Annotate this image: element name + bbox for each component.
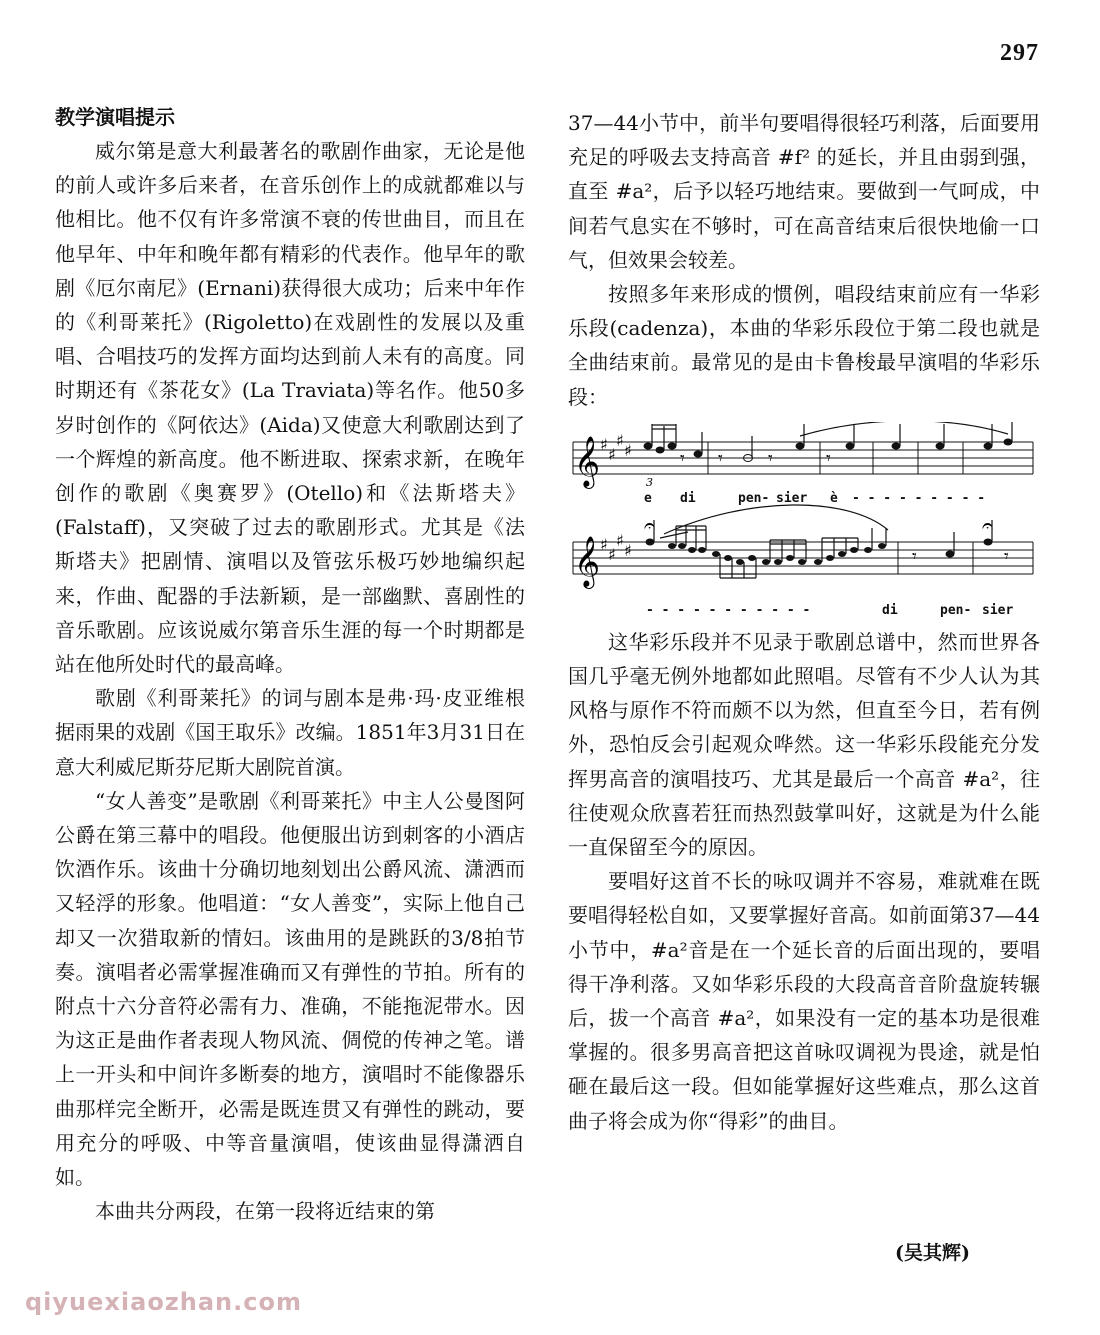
music-staff-image bbox=[568, 422, 1038, 617]
svg-text:♯: ♯ bbox=[600, 534, 608, 554]
svg-text:𝄾: 𝄾 bbox=[912, 545, 917, 567]
lyric-syllable: sier bbox=[982, 602, 1014, 618]
svg-text:♯: ♯ bbox=[624, 540, 632, 560]
left-column bbox=[55, 100, 525, 1229]
svg-text:𝄾: 𝄾 bbox=[718, 447, 723, 469]
svg-text:𝄞: 𝄞 bbox=[574, 535, 601, 587]
paragraph-rigoletto-premiere: 歌剧《利哥莱托》的词与剧本是弗·玛·皮亚维根据雨果的戏剧《国王取乐》改编。1851年3月31日在意大利威尼斯芬尼斯大剧院首演。 bbox=[55, 686, 525, 779]
lyric-syllable: di bbox=[680, 490, 696, 506]
paragraph-cadenza-tradition: 这华彩乐段并不见录于歌剧总谱中，然而世界各国几乎毫无例外地都如此照唱。尽管有不少人认为其风格与原作不符而颇不以为然，但直至今日，若有例外，恐怕反会引起观众哗然。这一华彩乐段能充分发挥男高音的演唱技巧、尤其是最后一个高音 #a²，往往使观众欣喜若狂而热烈鼓掌叫好，这就是为什么能一直保留至今的原因。 bbox=[568, 629, 1040, 860]
svg-text:♯: ♯ bbox=[616, 530, 624, 550]
section-heading: 教学演唱提示 bbox=[55, 105, 175, 129]
score-lyrics-line-1 bbox=[568, 482, 1038, 506]
score-lyrics-line-2 bbox=[568, 594, 1038, 618]
paragraph-structure: 本曲共分两段，在第一段将近结束的第 bbox=[95, 1199, 435, 1224]
page-number: 297 bbox=[1000, 40, 1039, 66]
author-signature: (吴其辉) bbox=[895, 1242, 970, 1264]
svg-text:𝄾: 𝄾 bbox=[768, 447, 773, 469]
paragraph-cadenza-intro: 按照多年来形成的惯例，唱段结束前应有一华彩乐段(cadenza)，本曲的华彩乐段位于第二段也就是全曲结束前。最常见的是由卡鲁梭最早演唱的华彩乐段： bbox=[568, 282, 1040, 409]
paragraph-verdi-intro: 威尔第是意大利最著名的歌剧作曲家，无论是他的前人或许多后来者，在音乐创作上的成就都难以与他相比。他不仅有许多常演不衰的传世曲目，而且在他早年、中年和晚年都有精彩的代表作。他早年的歌剧《厄尔南尼》(Ernani)获得很大成功；后来中年作的《利哥莱托》(Rigoletto)在戏剧性的发展以及重唱、合唱技巧的发挥方面均达到前人未有的高度。同时期还有《茶花女》(La Traviata)等名作。他50多岁时创作的《阿依达》(Aida)又使意大利歌剧达到了一个辉煌的新高度。他不断进取、探索求新，在晚年创作的歌剧《奥赛罗》(Otello)和《法斯塔夫》(Falstaff)，又突破了过去的歌剧形式。尤其是《法斯塔夫》把剧情、演唱以及管弦乐极巧妙地编织起来，作曲、配器的手法新颖，是一部幽默、喜剧性的音乐歌剧。应该说威尔第音乐生涯的每一个时期都是站在他所处时代的最高峰。 bbox=[55, 139, 525, 677]
svg-text:𝄾: 𝄾 bbox=[1004, 545, 1009, 567]
svg-text:𝄞: 𝄞 bbox=[574, 435, 601, 487]
svg-text:𝄾: 𝄾 bbox=[826, 447, 831, 469]
svg-text:3: 3 bbox=[646, 475, 653, 489]
lyric-syllable: e bbox=[644, 490, 652, 506]
svg-text:♯: ♯ bbox=[608, 544, 616, 564]
cadenza-score bbox=[568, 422, 1038, 617]
svg-text:♯: ♯ bbox=[616, 430, 624, 450]
lyric-continuation: - - - - - - - - - bbox=[852, 490, 986, 506]
lyric-syllable: pen- bbox=[940, 602, 972, 618]
lyric-syllable: è bbox=[830, 490, 838, 506]
lyric-continuation: - - - - - - - - - - - bbox=[646, 602, 811, 618]
svg-text:♯: ♯ bbox=[624, 440, 632, 460]
right-column bbox=[568, 106, 1040, 1138]
paragraph-singing-difficulty: 要唱好这首不长的咏叹调并不容易，难就难在既要唱得轻松自如，又要掌握好音高。如前面第37—44小节中，#a²音是在一个延长音的后面出现的，要唱得干净利落。又如华彩乐段的大段高音音阶盘旋转辗后，拔一个高音 #a²，如果没有一定的基本功是很难掌握的。很多男高音把这首咏叹调视为畏途，就是怕砸在最后这一段。但如能掌握好这些难点，那么这首曲子将会成为你“得彩”的曲目。 bbox=[568, 869, 1040, 1133]
site-watermark: qiyuexiaozhan.com bbox=[25, 1288, 302, 1316]
paragraph-continued: 37—44小节中，前半句要唱得很轻巧利落，后面要用充足的呼吸去支持高音 #f² 的延长，并且由弱到强，直至 #a²，后予以轻巧地结束。要做到一气呵成，中间若气息实在不够时，可在高音结束后很快地偷一口气，但效果会较差。 bbox=[568, 111, 1040, 272]
svg-text:𝄐: 𝄐 bbox=[644, 512, 656, 537]
svg-text:𝄾: 𝄾 bbox=[680, 447, 685, 469]
lyric-syllable: sier bbox=[776, 490, 808, 506]
svg-text:𝄐: 𝄐 bbox=[982, 512, 994, 537]
svg-text:♯: ♯ bbox=[600, 434, 608, 454]
paragraph-la-donna-e-mobile: “女人善变”是歌剧《利哥莱托》中主人公曼图阿公爵在第三幕中的唱段。他便服出访到刺客的小酒店饮酒作乐。该曲十分确切地刻划出公爵风流、潇洒而又轻浮的形象。他唱道：“女人善变”，实际上他自己却又一次猎取新的情妇。该曲用的是跳跃的3/8拍节奏。演唱者必需掌握准确而又有弹性的节拍。所有的附点十六分音符必需有力、准确，不能拖泥带水。因为这正是曲作者表现人物风流、倜傥的传神之笔。谱上一开头和中间许多断奏的地方，演唱时不能像器乐曲那样完全断开，必需是既连贯又有弹性的跳动，要用充分的呼吸、中等音量演唱，使该曲显得潇洒自如。 bbox=[55, 788, 525, 1190]
lyric-syllable: di bbox=[882, 602, 898, 618]
lyric-syllable: pen- bbox=[738, 490, 770, 506]
svg-text:♯: ♯ bbox=[608, 444, 616, 464]
